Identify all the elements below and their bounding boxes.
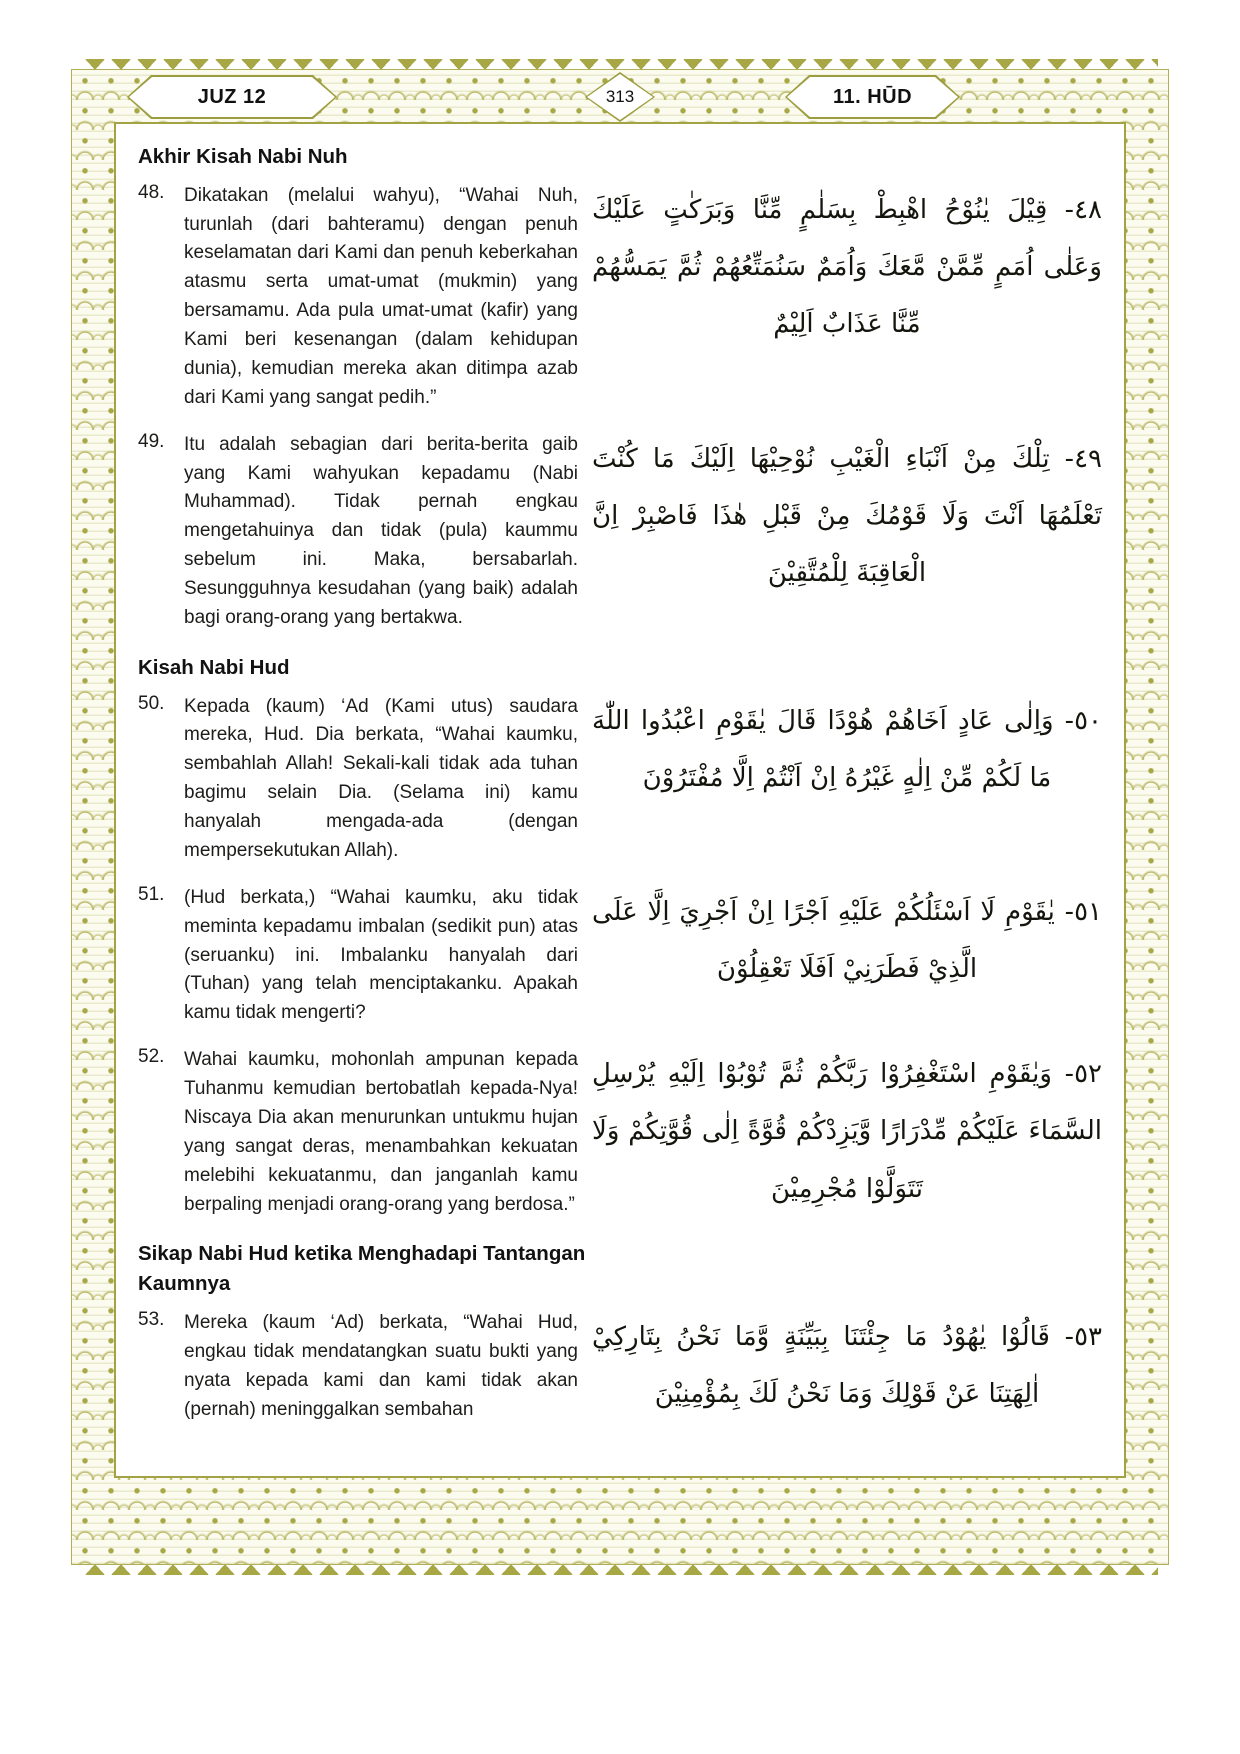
section-heading-akhir-kisah-nabi-nuh: Akhir Kisah Nabi Nuh	[138, 145, 348, 168]
verse-53-translation-cell	[138, 1309, 578, 1425]
verse-row-49	[138, 431, 1108, 633]
surah-label: 11. HŪD	[832, 85, 913, 108]
verse-row-51	[138, 884, 1108, 1028]
verse-52-arabic: ٥٢- وَيٰقَوْمِ اسْتَغْفِرُوْا رَبَّكُمْ ثُمَّ تُوْبُوْا اِلَيْهِ يُرْسِلِ السَّمَاءَ عَلَيْكُمْ مِّدْرَارًا وَّيَزِدْكُمْ قُوَّةً اِلٰى قُوَّتِكُمْ وَلَا تَتَوَلَّوْا مُجْرِمِيْنَ	[592, 1059, 1102, 1204]
verse-51-arabic: ٥١- يٰقَوْمِ لَا اَسْئَلُكُمْ عَلَيْهِ اَجْرًا اِنْ اَجْرِيَ اِلَّا عَلَى الَّذِيْ فَطَرَنِيْ اَفَلَا تَعْقِلُوْنَ	[592, 896, 1102, 984]
juz-label: JUZ 12	[197, 85, 267, 108]
verse-48-translation: Dikatakan (melalui wahyu), “Wahai Nuh, turunlah (dari bahteramu) dengan penuh keselamatan dari Kami dan penuh keberkahan atasmu serta umat-umat (mukmin) yang bersamamu. Ada pula umat-umat (kafir) yang Kami beri kesenangan (dalam kehidupan dunia), kemudian mereka akan ditimpa azab dari Kami yang sangat pedih.”	[184, 184, 578, 408]
verse-49-number: 49.	[138, 430, 165, 452]
verse-50-arabic: ٥٠- وَاِلٰى عَادٍ اَخَاهُمْ هُوْدًا قَالَ يٰقَوْمِ اعْبُدُوا اللّٰهَ مَا لَكُمْ مِّنْ اِلٰهٍ غَيْرُهُ اِنْ اَنْتُمْ اِلَّا مُفْتَرُوْنَ	[592, 705, 1102, 793]
surah-badge	[785, 75, 960, 119]
verse-52-translation-cell	[138, 1046, 578, 1219]
verse-52-translation: Wahai kaumku, mohonlah ampunan kepada Tuhanmu kemudian bertobatlah kepada-Nya! Niscaya Dia akan menurunkan untukmu hujan yang sangat deras, menambahkan kekuatan melebihi kekuatanmu, dan janganlah kamu berpaling menjadi orang-orang yang berdosa.”	[184, 1049, 578, 1215]
section-heading-sikap-nabi-hud: Sikap Nabi Hud ketika Menghadapi Tantangan Kaumnya	[138, 1242, 586, 1296]
verse-48-translation-cell	[138, 182, 578, 413]
verse-row-50	[138, 693, 1108, 866]
page-number: 313	[605, 87, 635, 106]
page-number-badge	[585, 72, 655, 122]
verse-49-arabic: ٤٩- تِلْكَ مِنْ اَنْبَاءِ الْغَيْبِ نُوْحِيْهَا اِلَيْكَ مَا كُنْتَ تَعْلَمُهَا اَنْتَ وَلَا قَوْمُكَ مِنْ قَبْلِ هٰذَا فَاصْبِرْ اِنَّ الْعَاقِبَةَ لِلْمُتَّقِيْنَ	[592, 443, 1102, 589]
verse-53-arabic: ٥٣- قَالُوْا يٰهُوْدُ مَا جِئْتَنَا بِبَيِّنَةٍ وَّمَا نَحْنُ بِتَارِكِيْ اٰلِهَتِنَا عَنْ قَوْلِكَ وَمَا نَحْنُ لَكَ بِمُؤْمِنِيْنَ	[592, 1321, 1102, 1410]
verse-row-52	[138, 1046, 1108, 1219]
verse-49-translation: Itu adalah sebagian dari berita-berita gaib yang Kami wahyukan kepadamu (Nabi Muhammad). Tidak pernah engkau mengetahuinya dan tidak (pula) kaummu sebelum ini. Maka, bersabarlah. Sesungguhnya kesudahan (yang baik) adalah bagi orang-orang yang bertakwa.	[184, 433, 578, 628]
verse-49-translation-cell	[138, 431, 578, 633]
verse-51-number: 51.	[138, 883, 165, 905]
frame-bottom-finials	[82, 1564, 1158, 1575]
verse-53-translation: Mereka (kaum ‘Ad) berkata, “Wahai Hud, engkau tidak mendatangkan suatu bukti yang nyata kepada kami dan kami tidak akan (pernah) meninggalkan sembahan	[184, 1311, 578, 1420]
content-panel	[114, 122, 1126, 1478]
ornamental-border-frame	[72, 70, 1168, 1564]
verse-50-translation-cell	[138, 693, 578, 866]
verse-50-number: 50.	[138, 692, 165, 714]
verse-53-number: 53.	[138, 1308, 165, 1330]
verse-52-number: 52.	[138, 1046, 165, 1068]
section-heading-kisah-nabi-hud: Kisah Nabi Hud	[138, 655, 290, 679]
verse-51-translation: (Hud berkata,) “Wahai kaumku, aku tidak meminta kepadamu imbalan (sedikit pun) atas (seruanku) ini. Imbalanku hanyalah dari (Tuhan) yang telah menciptakanku. Apakah kamu tidak mengerti?	[184, 886, 578, 1024]
verse-48-arabic: ٤٨- قِيْلَ يٰنُوْحُ اهْبِطْ بِسَلٰمٍ مِّنَّا وَبَرَكٰتٍ عَلَيْكَ وَعَلٰى اُمَمٍ مِّمَّنْ مَّعَكَ وَاُمَمٌ سَنُمَتِّعُهُمْ ثُمَّ يَمَسُّهُمْ مِّنَّا عَذَابٌ اَلِيْمٌ	[592, 194, 1102, 340]
verse-row-53	[138, 1309, 1108, 1425]
juz-badge	[127, 75, 337, 119]
verse-51-translation-cell	[138, 884, 578, 1028]
frame-top-finials	[82, 59, 1158, 70]
verse-row-48	[138, 182, 1108, 413]
verse-48-number: 48.	[138, 181, 165, 203]
verse-50-translation: Kepada (kaum) ‘Ad (Kami utus) saudara mereka, Hud. Dia berkata, “Wahai kaumku, sembahlah Allah! Sekali-kali tidak ada tuhan bagimu selain Dia. (Selama ini) kamu hanyalah mengada-ada (dengan mempersekutukan Allah).	[184, 695, 578, 861]
